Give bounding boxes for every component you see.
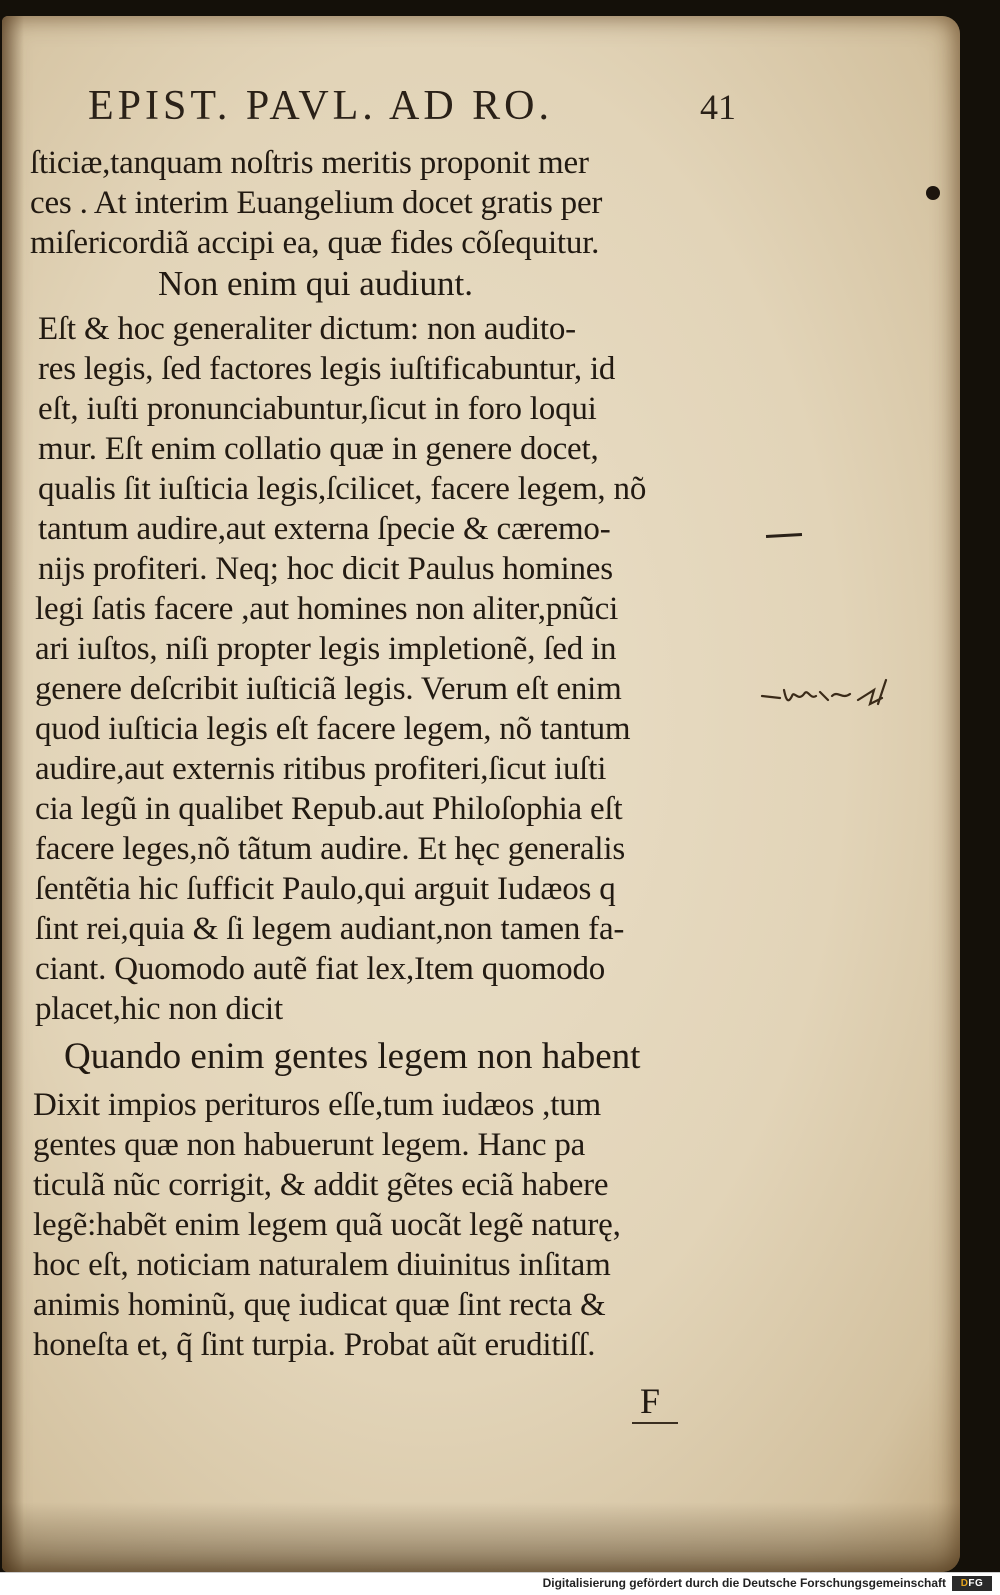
text-line: genere deſcribit iuſticiã legis. Verum eſt enim: [35, 671, 622, 707]
text-line: ari iuſtos, niſi propter legis impletionẽ, ſed in: [35, 631, 617, 667]
text-line: ciant. Quomodo autẽ fiat lex,Item quomodo: [35, 951, 606, 987]
text-line: ſticiæ,tanquam noſtris meritis proponit mer: [30, 145, 589, 181]
text-line: miſericordiã accipi ea, quæ fides cõſequitur.: [30, 225, 600, 261]
signature-mark: F: [640, 1381, 661, 1421]
handwritten-marginalia: [758, 670, 908, 720]
text-line: hoc eſt, noticiam naturalem diuinitus inſitam: [33, 1247, 611, 1283]
text-line: qualis ſit iuſticia legis,ſcilicet, facere legem, nõ: [38, 471, 647, 507]
footer-bar: [0, 1572, 1000, 1595]
main-text: [30, 143, 790, 1365]
text-line: nijs profiteri. Neq; hoc dicit Paulus homines: [38, 551, 613, 587]
text-line: ticulã nũc corrigit, & addit gẽtes eciã habere: [33, 1167, 609, 1203]
page-number: 41: [700, 87, 736, 127]
text-line: eſt, iuſti pronunciabuntur,ſicut in foro loqui: [38, 391, 597, 427]
section-heading-2: Quando enim gentes legem non habent: [64, 1036, 641, 1077]
page-gutter-shadow: [2, 16, 24, 1572]
page-bottom-shadow: [2, 1502, 960, 1572]
text-line: Dixit impios perituros eſſe,tum iudæos ,tum: [33, 1087, 601, 1123]
text-line: gentes quæ non habuerunt legem. Hanc pa: [33, 1127, 586, 1163]
text-line: legi ſatis facere ,aut homines non aliter,pnũci: [35, 591, 619, 627]
text-line: ſentẽtia hic ſufficit Paulo,qui arguit Iudæos q: [35, 871, 616, 907]
text-line: cia legũ in qualibet Repub.aut Philoſophia eſt: [35, 791, 623, 827]
signature-rule: [632, 1422, 678, 1424]
text-line: ces . At interim Euangelium docet gratis per: [30, 185, 603, 221]
text-line: legẽ:habẽt enim legem quã uocãt legẽ naturę,: [33, 1207, 621, 1243]
text-line: Eſt & hoc generaliter dictum: non audito-: [38, 311, 576, 347]
text-line: res legis, ſed factores legis iuſtificabuntur, id: [38, 351, 616, 387]
ink-blot: [926, 186, 940, 200]
text-line: audire,aut externis ritibus profiteri,ſicut iuſti: [35, 751, 607, 787]
text-line: quod iuſticia legis eſt facere legem, nõ tantum: [35, 711, 631, 747]
text-line: ſint rei,quia & ſi legem audiant,non tamen fa-: [35, 911, 625, 947]
text-line: honeſta et, q̃ ſint turpia. Probat aũt eruditiſſ.: [33, 1327, 596, 1363]
running-head: EPIST. PAVL. AD RO.: [88, 83, 553, 129]
text-line: animis hominũ, quę iudicat quæ ſint recta &: [33, 1287, 606, 1323]
dfg-logo: DFG: [952, 1576, 992, 1591]
funding-credit: Digitalisierung gefördert durch die Deutsche Forschungsgemeinschaft: [542, 1576, 946, 1590]
text-line: facere leges,nõ tãtum audire. Et hęc generalis: [35, 831, 626, 867]
text-line: placet,hic non dicit: [35, 991, 283, 1027]
text-line: tantum audire,aut externa ſpecie & cæremo-: [38, 511, 611, 547]
section-heading-1: Non enim qui audiunt.: [158, 264, 473, 303]
text-line: mur. Eſt enim collatio quæ in genere docet,: [38, 431, 599, 467]
